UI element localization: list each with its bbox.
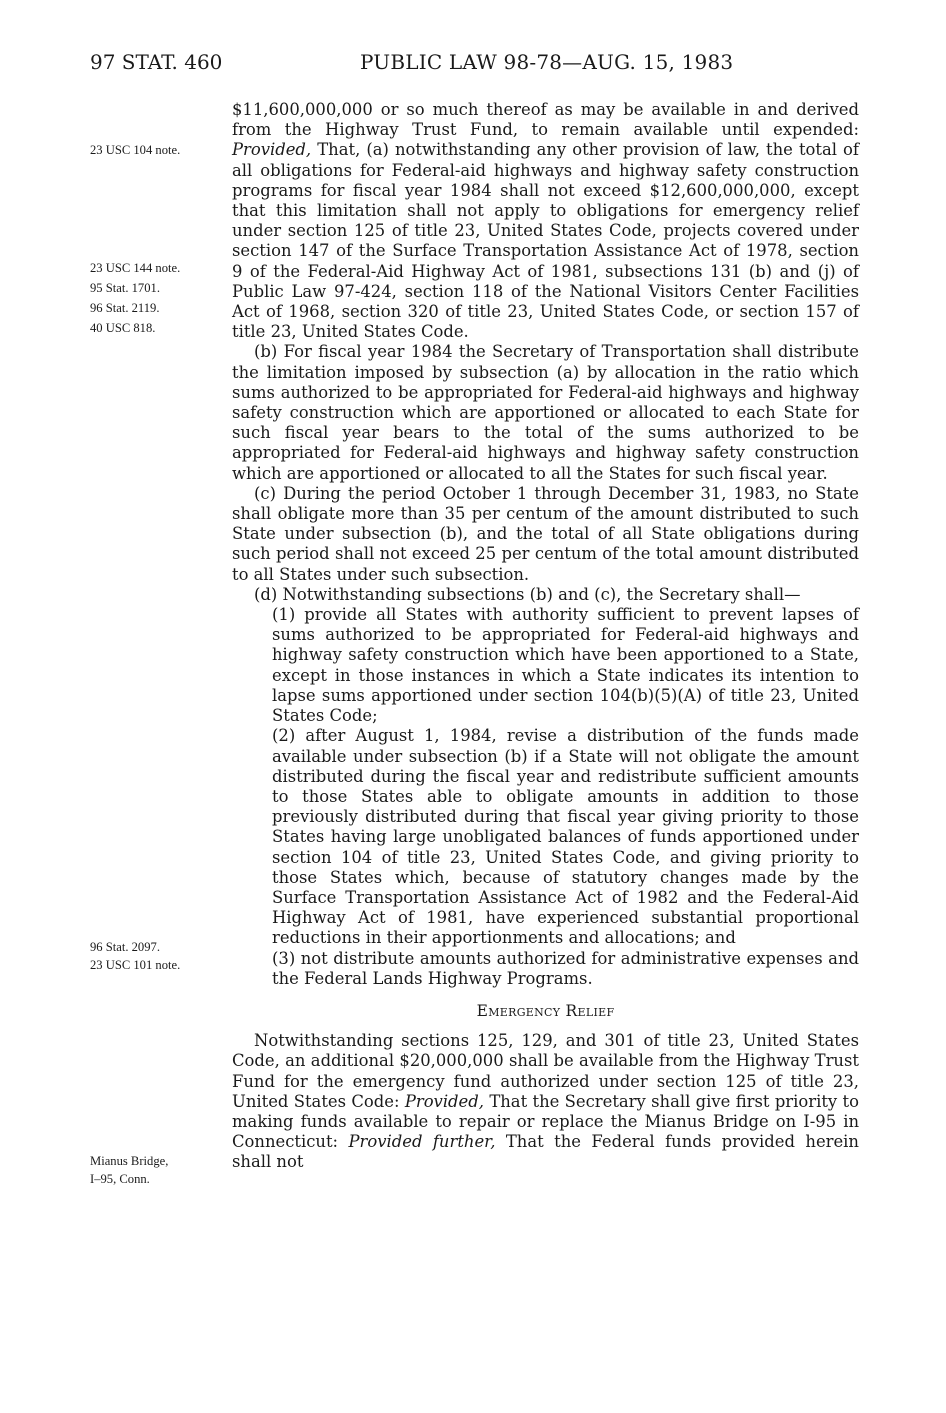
paragraph: $11,600,000,000 or so much thereof as may be available in and derived from the Highway Trust Fund, to remain available until expended: Provided, That, (a) notwithstanding any other provision of law, the total of all obligations for Federal-aid highways and highway safety construction programs for fiscal year 1984 shall not exceed $12,600,000,000, except that this limitation shall not apply to obligations for emergency relief under section 125 of title 23, United States Code, projects covered under section 147 of the Surface Transportation Assistance Act of 1978, section 9 of the Federal-Aid Highway Act of 1981, subsections 131 (b) and (j) of Public Law 97-424, section 118 of the National Visitors Center Facilities Act of 1968, section 320 of title 23, United States Code, or section 157 of title 23, United States Code. — [232, 100, 859, 342]
paragraph: Notwithstanding sections 125, 129, and 301 of title 23, United States Code, an additional $20,000,000 shall be available from the Highway Trust Fund for the emergency fund authorized under section 125 of title 23, United States Code: Provided, That the Secretary shall give first priority to making funds available to repair or replace the Mianus Bridge on I-95 in Connecticut: Provided further, That the Federal funds provided herein shall not — [232, 1031, 859, 1172]
clause: (2) after August 1, 1984, revise a distribution of the funds made available under subsection (b) if a State will not obligate the amount distributed during the fiscal year and redistribute sufficient amounts to those States able to obligate amounts in addition to those previously distributed during that fiscal year giving priority to those States having large unobligated balances of funds apportioned under section 104 of title 23, United States Code, and giving priority to those States which, because of statutory changes made by the Surface Transportation Assistance Act of 1982 and the Federal-Aid Highway Act of 1981, have experienced substantial proportional reductions in their apportionments and allocations; and — [272, 726, 859, 948]
paragraph: (d) Notwithstanding subsections (b) and (c), the Secretary shall— — [254, 584, 801, 604]
margin-note: 96 Stat. 2119. — [90, 301, 160, 315]
margin-note: Mianus Bridge, — [90, 1154, 169, 1168]
margin-note: 95 Stat. 1701. — [90, 281, 160, 295]
clause: (1) provide all States with authority sufficient to prevent lapses of sums authorized to be appropriated for Federal-aid highways and highway safety construction which have been apportioned to a State, except in those instances in which a State indicates its intention to lapse sums apportioned under section 104(b)(5)(A) of title 23, United States Code; — [272, 605, 859, 726]
section-heading: Emergency Relief — [476, 1001, 615, 1020]
margin-note: 23 USC 144 note. — [90, 261, 181, 275]
margin-note: I–95, Conn. — [90, 1172, 150, 1186]
margin-note: 23 USC 101 note. — [90, 958, 181, 972]
running-header: PUBLIC LAW 98-78—AUG. 15, 1983 — [360, 50, 734, 74]
body-text — [232, 100, 859, 1173]
page-stat-number: 97 STAT. 460 — [90, 50, 223, 74]
paragraph: (b) For fiscal year 1984 the Secretary of Transportation shall distribute the limitation imposed by subsection (a) by allocation in the ratio which sums authorized to be appropriated for Federal-aid highways and highway safety construction which are apportioned or allocated to each State for such fiscal year bears to the total of the sums authorized to be appropriated for Federal-aid highways and highway safety construction which are apportioned or allocated to all the States for such fiscal year. — [232, 342, 859, 483]
clause: (3) not distribute amounts authorized for administrative expenses and the Federal Lands Highway Programs. — [272, 948, 859, 988]
margin-note: 40 USC 818. — [90, 321, 156, 335]
margin-note: 96 Stat. 2097. — [90, 940, 160, 954]
margin-note: 23 USC 104 note. — [90, 143, 181, 157]
paragraph: (c) During the period October 1 through December 31, 1983, no State shall obligate more than 35 per centum of the amount distributed to such State under subsection (b), and the total of all State obligations during such period shall not exceed 25 per centum of the total amount distributed to all States under such subsection. — [232, 483, 859, 584]
